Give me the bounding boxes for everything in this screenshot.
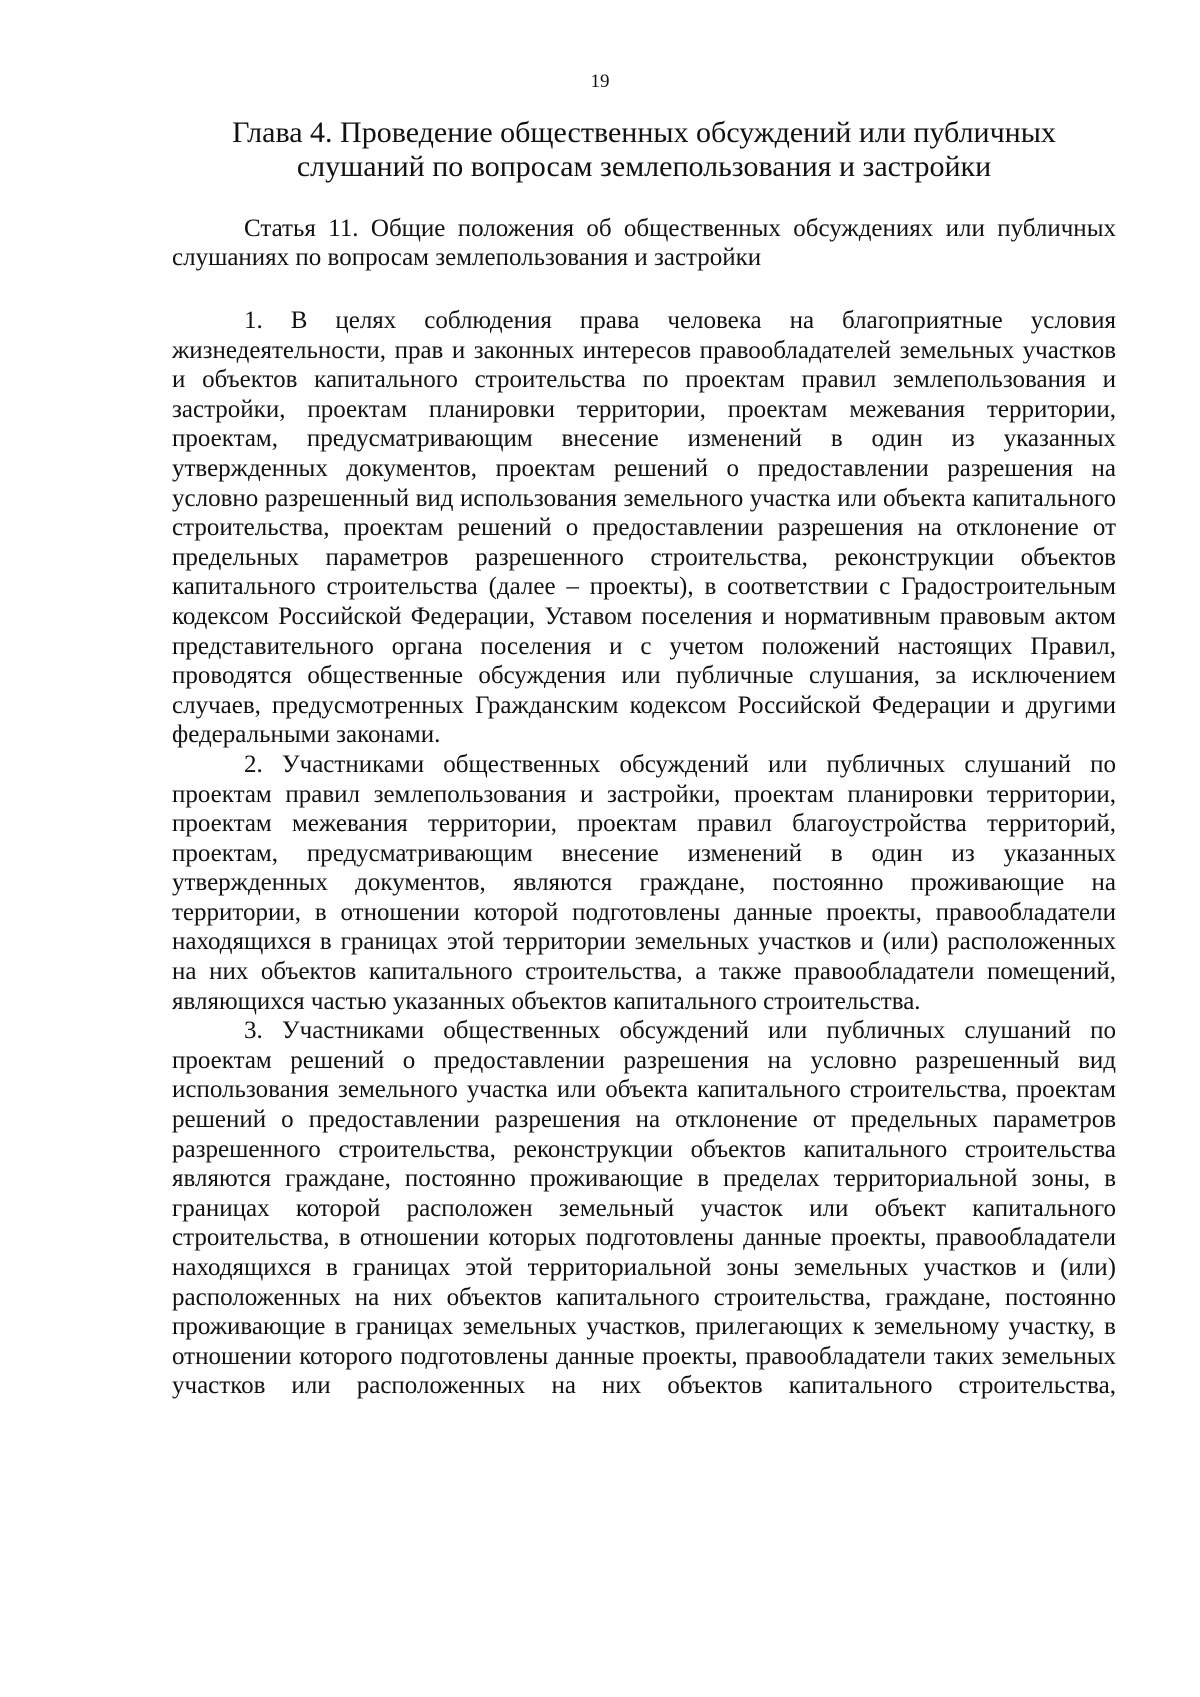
paragraph-2: 2. Участниками общественных обсуждений или публичных слушаний по проектам правил землепользования и застройки, проектам планировки территории, проектам межевания территории, проектам правил благоустройства территорий, проектам, предусматривающим внесение изменений в один из указанных утвержденных документов, являются граждане, постоянно проживающие на территории, в отношении которой подготовлены данные проекты, правообладатели находящихся в границах этой территории земельных участков и (или) расположенных на них объектов капитального строительства, а также правообладатели помещений, являющихся частью указанных объектов капитального строительства. [172, 750, 1116, 1015]
article-title: Статья 11. Общие положения об общественных обсуждениях или публичных слушаниях по вопросам землепользования и застройки [172, 215, 1116, 271]
paragraph-1: 1. В целях соблюдения права человека на благоприятные условия жизнедеятельности, прав и законных интересов правообладателей земельных участков и объектов капитального строительства по проектам правил землепользования и застройки, проектам планировки территории, проектам межевания территории, проектам, предусматривающим внесение изменений в один из указанных утвержденных документов, проектам решений о предоставлении разрешения на условно разрешенный вид использования земельного участка или объекта капитального строительства, проектам решений о предоставлении разрешения на отклонение от предельных параметров разрешенного строительства, реконструкции объектов капитального строительства (далее – проекты), в соответствии с Градостроительным кодексом Российской Федерации, Уставом поселения и нормативным правовым актом представительного органа поселения и с учетом положений настоящих Правил, проводятся общественные обсуждения или публичные слушания, за исключением случаев, предусмотренных Гражданским кодексом Российской Федерации и другими федеральными законами. [172, 307, 1116, 749]
page-number: 19 [590, 71, 610, 92]
document-body [172, 306, 1116, 1401]
chapter-title: Глава 4. Проведение общественных обсуждений или публичных слушаний по вопросам землепользования и застройки [232, 116, 1056, 183]
paragraph-3: 3. Участниками общественных обсуждений или публичных слушаний по проектам решений о предоставлении разрешения на условно разрешенный вид использования земельного участка или объекта капитального строительства, проектам решений о предоставлении разрешения на отклонение от предельных параметров разрешенного строительства, реконструкции объектов капитального строительства являются граждане, постоянно проживающие в пределах территориальной зоны, в границах которой расположен земельный участок или объект капитального строительства, в отношении которых подготовлены данные проекты, правообладатели находящихся в границах этой территориальной зоны земельных участков и (или) расположенных на них объектов капитального строительства, граждане, постоянно проживающие в границах земельных участков, прилегающих к земельному участку, в отношении которого подготовлены данные проекты, правообладатели таких земельных участков или расположенных на них объектов капитального строительства, [172, 1017, 1116, 1400]
